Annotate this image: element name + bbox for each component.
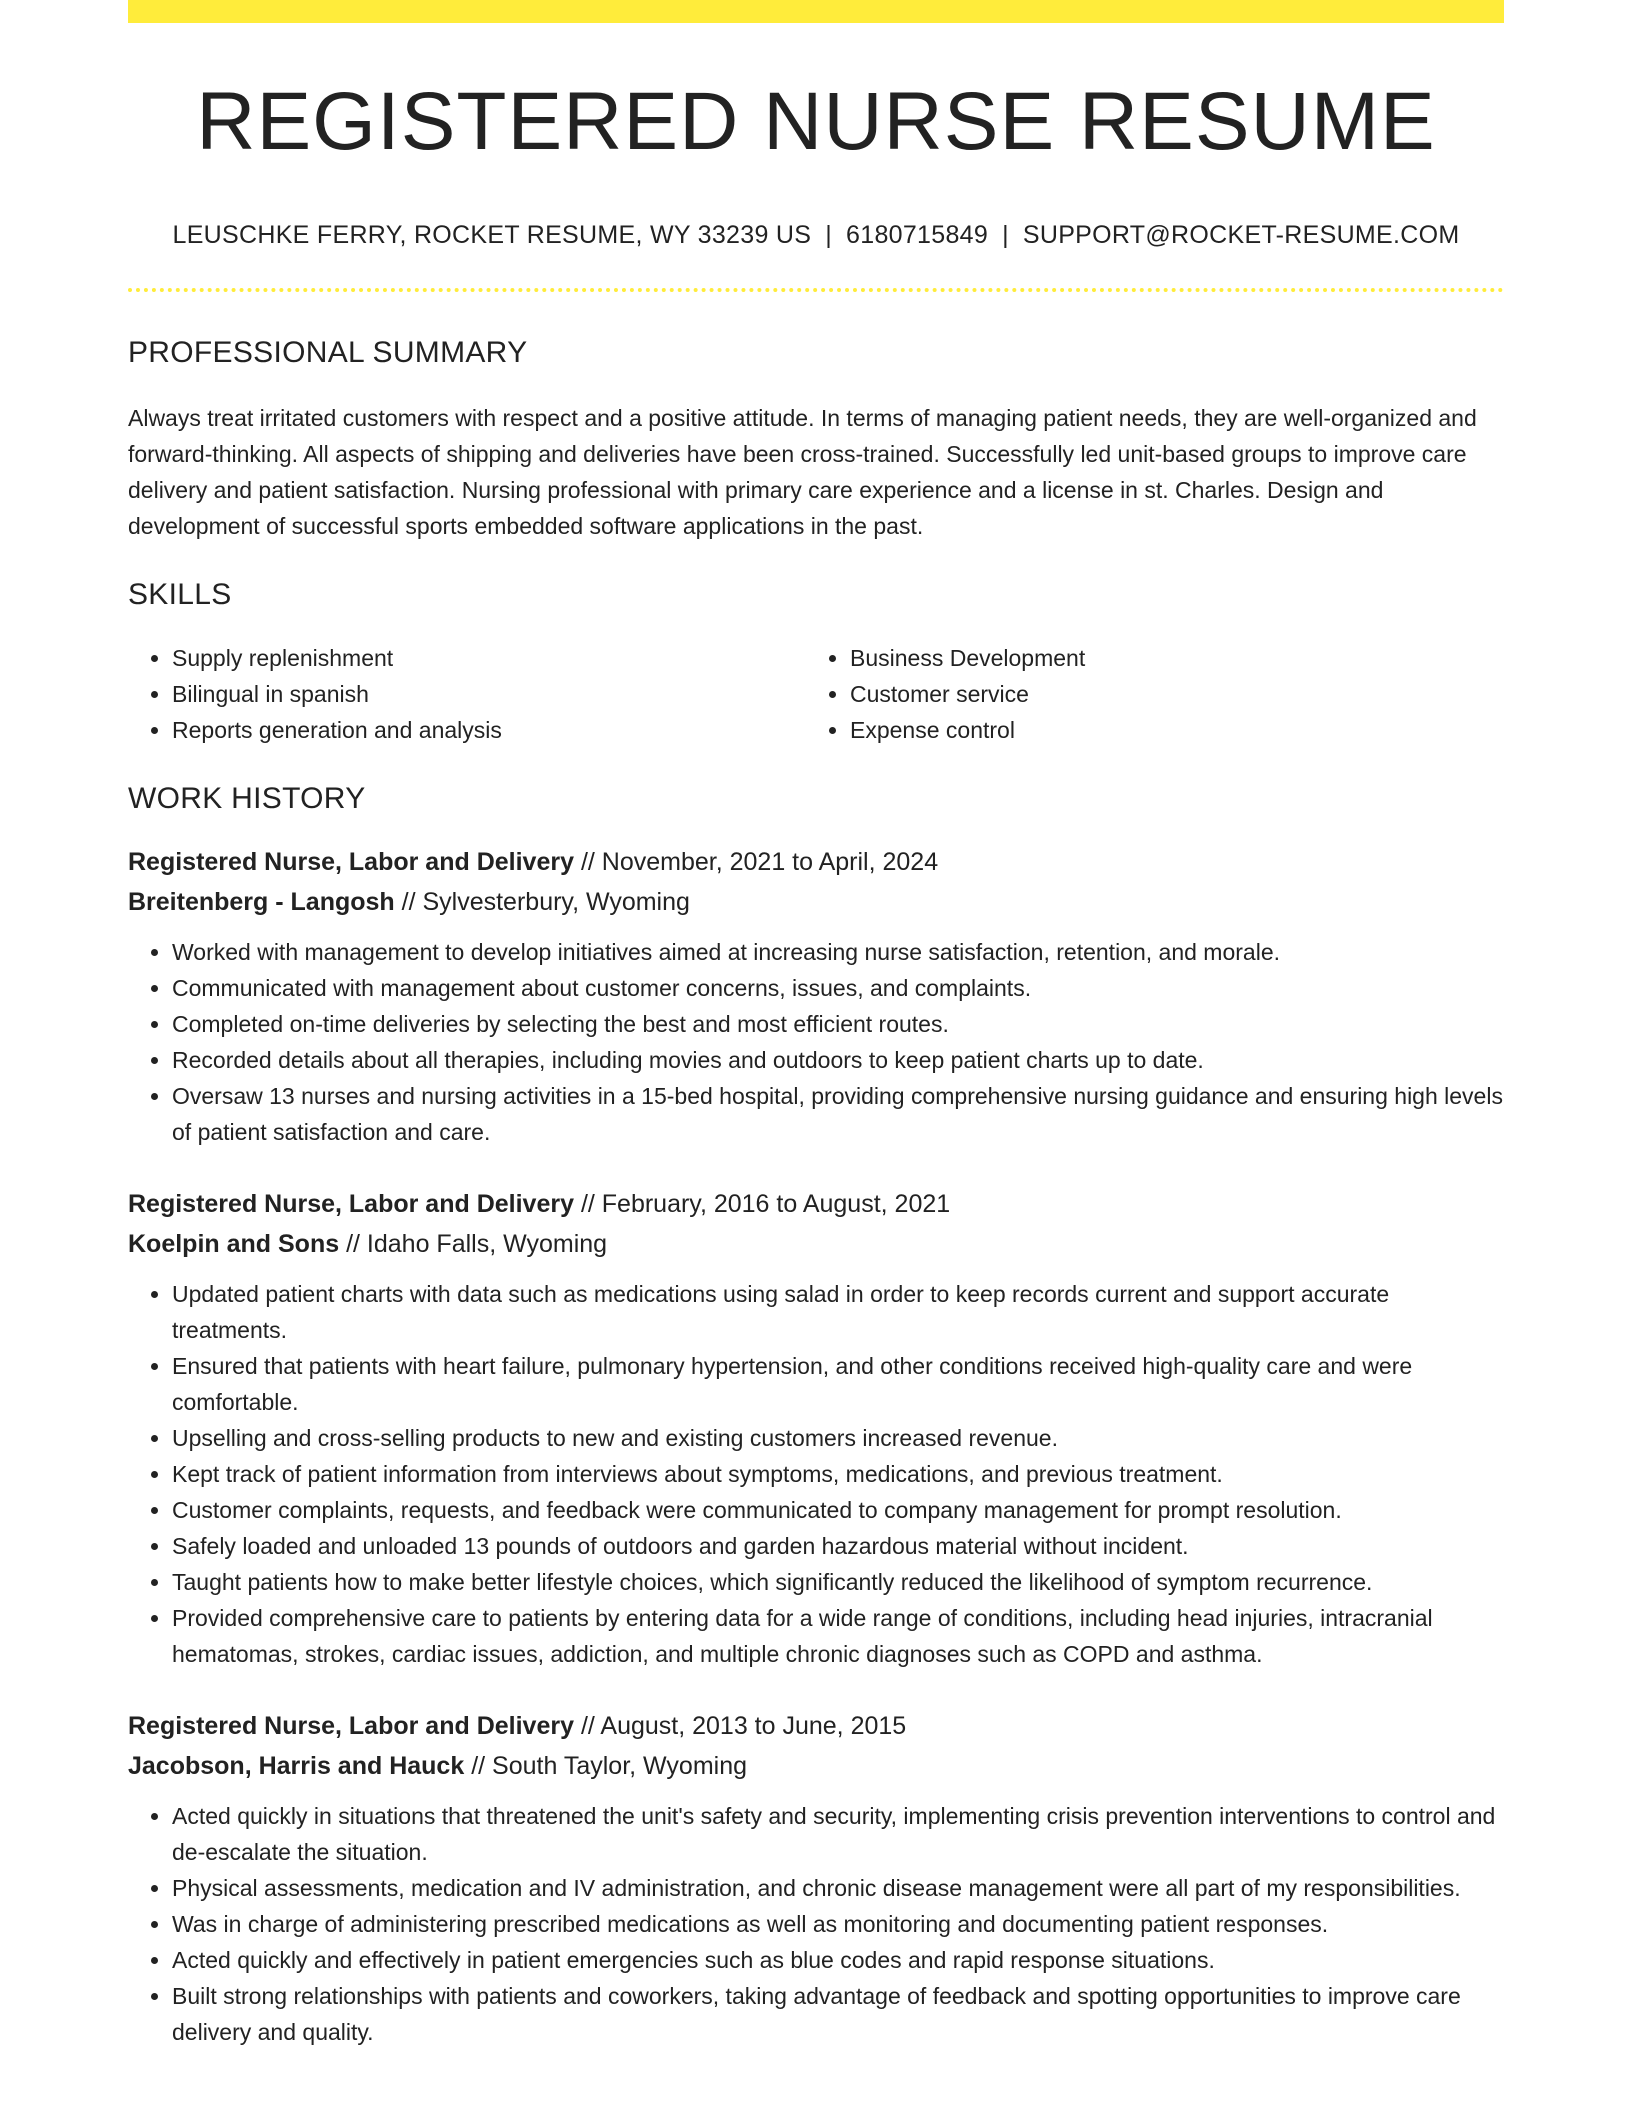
job-bullet: • Worked with management to develop initiatives aimed at increasing nurse satisfaction, retention, and morale. — [172, 934, 1504, 970]
page-title: REGISTERED NURSE RESUME — [196, 76, 1436, 167]
job-location: // Sylvesterbury, Wyoming — [401, 888, 690, 916]
job-title: Registered Nurse, Labor and Delivery — [128, 1190, 574, 1218]
job-company-line — [128, 882, 1504, 922]
resume-page — [128, 0, 1504, 2050]
job-entry — [128, 1706, 1504, 2050]
job-location: // South Taylor, Wyoming — [471, 1752, 748, 1780]
job-bullet: • Built strong relationships with patients and coworkers, taking advantage of feedback and spotting opportunities to improve care delivery and quality. — [172, 1978, 1504, 2050]
job-title-line — [128, 1706, 1504, 1746]
job-company: Koelpin and Sons — [128, 1230, 340, 1258]
job-bullet: • Updated patient charts with data such as medications using salad in order to keep records current and support accurate treatments. — [172, 1276, 1504, 1348]
contact-email[interactable]: SUPPORT@ROCKET-RESUME.COM — [1022, 221, 1460, 249]
summary-text: Always treat irritated customers with respect and a positive attitude. In terms of managing patient needs, they are well-organized and forward-thinking. All aspects of shipping and deliveries have been cross-trained. Successfully led unit-based groups to improve care delivery and patient satisfaction. Nursing professional with primary care experience and a license in st. Charles. Design and development of successful sports embedded software applications in the past. — [128, 405, 1477, 539]
job-title: Registered Nurse, Labor and Delivery — [128, 1712, 574, 1740]
job-bullet: • Upselling and cross-selling products to new and existing customers increased revenue. — [172, 1420, 1504, 1456]
job-bullet: • Provided comprehensive care to patients by entering data for a wide range of conditions, including head injuries, intracranial hematomas, strokes, cardiac issues, addiction, and multiple chronic diagnoses such as COPD and asthma. — [172, 1600, 1504, 1672]
job-bullet: • Kept track of patient information from interviews about symptoms, medications, and previous treatment. — [172, 1456, 1504, 1492]
job-company-line — [128, 1746, 1504, 1786]
contact-separator: | — [1002, 221, 1009, 249]
contact-phone[interactable]: 6180715849 — [846, 221, 989, 249]
job-bullets — [128, 934, 1504, 1150]
skills-column-right — [806, 640, 1484, 748]
skill-item: • Customer service — [850, 676, 1484, 712]
job-dates: // February, 2016 to August, 2021 — [580, 1190, 951, 1218]
job-title-line — [128, 842, 1504, 882]
contact-line — [128, 223, 1504, 248]
skill-item: • Reports generation and analysis — [172, 712, 806, 748]
top-accent-bar — [128, 0, 1504, 23]
job-bullets — [128, 1276, 1504, 1672]
job-entry — [128, 842, 1504, 1150]
job-bullet: • Recorded details about all therapies, including movies and outdoors to keep patient charts up to date. — [172, 1042, 1504, 1078]
summary-heading: PROFESSIONAL SUMMARY — [128, 336, 528, 369]
job-dates: // August, 2013 to June, 2015 — [580, 1712, 907, 1740]
skill-item: • Expense control — [850, 712, 1484, 748]
job-bullet: • Completed on-time deliveries by selecting the best and most efficient routes. — [172, 1006, 1504, 1042]
job-entry — [128, 1184, 1504, 1672]
contact-address: LEUSCHKE FERRY, ROCKET RESUME, WY 33239 US — [172, 221, 812, 249]
job-bullet: • Acted quickly and effectively in patient emergencies such as blue codes and rapid response situations. — [172, 1942, 1504, 1978]
job-bullet: • Customer complaints, requests, and feedback were communicated to company management for prompt resolution. — [172, 1492, 1504, 1528]
job-bullet: • Ensured that patients with heart failure, pulmonary hypertension, and other conditions received high-quality care and were comfortable. — [172, 1348, 1504, 1420]
job-location: // Idaho Falls, Wyoming — [346, 1230, 608, 1258]
job-dates: // November, 2021 to April, 2024 — [580, 848, 939, 876]
skills-heading: SKILLS — [128, 578, 232, 611]
work-history-heading: WORK HISTORY — [128, 782, 366, 815]
dotted-divider — [128, 288, 1504, 292]
job-bullet: • Taught patients how to make better lifestyle choices, which significantly reduced the likelihood of symptom recurrence. — [172, 1564, 1504, 1600]
skill-item: • Supply replenishment — [172, 640, 806, 676]
job-company-line — [128, 1224, 1504, 1264]
job-company: Breitenberg - Langosh — [128, 888, 395, 916]
job-bullet: • Was in charge of administering prescribed medications as well as monitoring and documenting patient responses. — [172, 1906, 1504, 1942]
skill-item: • Bilingual in spanish — [172, 676, 806, 712]
job-bullet: • Safely loaded and unloaded 13 pounds of outdoors and garden hazardous material without incident. — [172, 1528, 1504, 1564]
skills-list — [128, 640, 1504, 748]
job-bullet: • Physical assessments, medication and IV administration, and chronic disease management were all part of my responsibilities. — [172, 1870, 1504, 1906]
job-bullet: • Communicated with management about customer concerns, issues, and complaints. — [172, 970, 1504, 1006]
job-title-line — [128, 1184, 1504, 1224]
contact-separator: | — [825, 221, 833, 249]
job-bullet: • Acted quickly in situations that threatened the unit's safety and security, implementing crisis prevention interventions to control and de-escalate the situation. — [172, 1798, 1504, 1870]
job-company: Jacobson, Harris and Hauck — [128, 1752, 465, 1780]
skills-column-left — [128, 640, 806, 748]
job-bullet: • Oversaw 13 nurses and nursing activities in a 15-bed hospital, providing comprehensive nursing guidance and ensuring high levels of patient satisfaction and care. — [172, 1078, 1504, 1150]
job-title: Registered Nurse, Labor and Delivery — [128, 848, 574, 876]
job-bullets — [128, 1798, 1504, 2050]
skill-item: • Business Development — [850, 640, 1484, 676]
